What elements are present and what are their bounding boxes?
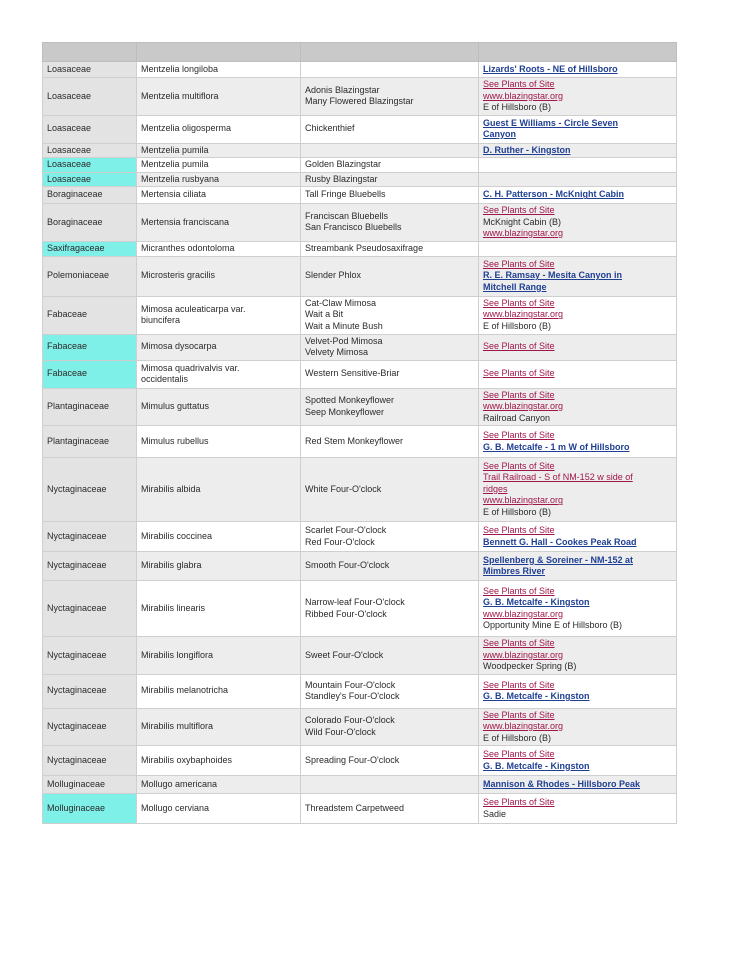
family-text: Nyctaginaceae <box>47 530 107 541</box>
scientific-name-cell <box>137 172 301 187</box>
scientific-name-line: Mirabilis multiflora <box>141 721 214 731</box>
reference-link[interactable]: Trail Railroad - S of NM-152 w side of <box>483 472 633 483</box>
reference-link[interactable]: See Plants of Site <box>483 460 555 471</box>
common-name-line: Velvet-Pod Mimosa <box>305 335 383 346</box>
reference-link[interactable]: www.blazingstar.org <box>483 649 564 660</box>
scientific-name-line: Micranthes odontoloma <box>141 242 235 253</box>
scientific-name-line: Mentzelia longiloba <box>141 63 219 74</box>
common-name-line: Spreading Four-O'clock <box>305 754 400 765</box>
reference-link[interactable]: G. B. Metcalfe - Kingston <box>483 597 590 607</box>
scientific-name-cell <box>137 581 301 637</box>
scientific-name-line: Mimosa dysocarpa <box>141 341 217 352</box>
family-cell <box>43 62 137 78</box>
family-cell <box>43 360 137 388</box>
reference-link[interactable]: See Plants of Site <box>483 430 555 440</box>
common-name-line: Red Stem Monkeyflower <box>305 435 404 446</box>
family-text: Molluginaceae <box>47 778 106 789</box>
table-row <box>43 581 677 637</box>
family-cell <box>43 776 137 794</box>
scientific-name-line: Mirabilis coccinea <box>141 530 213 541</box>
common-name-line: Narrow-leaf Four-O'clock <box>305 597 405 607</box>
common-name-line: Ribbed Four-O'clock <box>305 608 387 619</box>
plant-table <box>42 42 677 824</box>
reference-note: E of Hillsboro (B) <box>483 320 552 331</box>
common-name-cell <box>301 388 479 426</box>
reference-link[interactable]: See Plants of Site <box>483 638 555 648</box>
links-cell <box>479 674 677 708</box>
common-name-line: Standley's Four-O'clock <box>305 691 400 701</box>
reference-link[interactable]: See Plants of Site <box>483 585 555 596</box>
links-cell <box>479 360 677 388</box>
reference-link[interactable]: Spellenberg & Soreiner - NM-152 at <box>483 554 634 565</box>
family-cell <box>43 334 137 360</box>
reference-link[interactable]: See Plants of Site <box>483 679 555 690</box>
reference-link[interactable]: Mimbres River <box>483 566 546 576</box>
reference-note: McKnight Cabin (B) <box>483 216 562 227</box>
reference-link[interactable]: See Plants of Site <box>483 258 555 269</box>
links-cell <box>479 296 677 334</box>
header-scientific <box>137 43 301 62</box>
scientific-name-cell <box>137 204 301 242</box>
family-cell <box>43 522 137 552</box>
family-text: Nyctaginaceae <box>47 685 107 696</box>
table-row <box>43 62 677 78</box>
common-name-line: San Francisco Bluebells <box>305 222 402 233</box>
table-body <box>43 62 677 824</box>
links-cell <box>479 256 677 296</box>
scientific-name-line: Mentzelia rusbyana <box>141 173 220 184</box>
family-text: Nyctaginaceae <box>47 721 107 731</box>
common-name-cell <box>301 187 479 204</box>
reference-link[interactable]: See Plants of Site <box>483 79 555 89</box>
common-name-cell <box>301 241 479 256</box>
common-name-line: Cat-Claw Mimosa <box>305 297 377 308</box>
reference-link[interactable]: G. B. Metcalfe - Kingston <box>483 691 590 701</box>
scientific-name-line: occidentalis <box>141 374 189 384</box>
table-row <box>43 426 677 458</box>
common-name-cell <box>301 674 479 708</box>
common-name-cell <box>301 256 479 296</box>
plant-list-sheet <box>42 42 676 824</box>
family-cell <box>43 637 137 675</box>
scientific-name-cell <box>137 637 301 675</box>
common-name-line: Scarlet Four-O'clock <box>305 525 387 535</box>
table-header-row <box>43 43 677 62</box>
links-cell <box>479 708 677 746</box>
family-cell <box>43 674 137 708</box>
family-cell <box>43 426 137 458</box>
common-name-cell <box>301 637 479 675</box>
family-text: Nyctaginaceae <box>47 754 107 765</box>
common-name-cell <box>301 552 479 581</box>
scientific-name-cell <box>137 746 301 776</box>
common-name-line: Franciscan Bluebells <box>305 210 389 221</box>
family-cell <box>43 158 137 173</box>
scientific-name-cell <box>137 360 301 388</box>
family-text: Nyctaginaceae <box>47 602 107 613</box>
table-row <box>43 187 677 204</box>
reference-note: Woodpecker Spring (B) <box>483 661 577 671</box>
table-row <box>43 388 677 426</box>
common-name-line: Colorado Four-O'clock <box>305 715 395 726</box>
scientific-name-cell <box>137 708 301 746</box>
scientific-name-line: Mentzelia multiflora <box>141 90 219 101</box>
reference-note: E of Hillsboro (B) <box>483 506 552 517</box>
family-text: Loasaceae <box>47 144 92 155</box>
scientific-name-cell <box>137 187 301 204</box>
family-text: Loasaceae <box>47 159 92 169</box>
table-row <box>43 78 677 116</box>
common-name-cell <box>301 426 479 458</box>
scientific-name-cell <box>137 334 301 360</box>
common-name-line: Wait a Bit <box>305 309 344 320</box>
common-name-cell <box>301 158 479 173</box>
scientific-name-line: Mimulus rubellus <box>141 435 209 446</box>
links-cell <box>479 241 677 256</box>
reference-note: Sadie <box>483 808 507 819</box>
family-cell <box>43 794 137 824</box>
table-row <box>43 637 677 675</box>
common-name-cell <box>301 776 479 794</box>
common-name-cell <box>301 708 479 746</box>
reference-link[interactable]: www.blazingstar.org <box>483 401 564 411</box>
common-name-cell <box>301 522 479 552</box>
common-name-cell <box>301 204 479 242</box>
scientific-name-cell <box>137 426 301 458</box>
common-name-line: Western Sensitive-Briar <box>305 368 400 379</box>
family-text: Fabaceae <box>47 341 88 352</box>
common-name-line: White Four-O'clock <box>305 483 382 494</box>
table-row <box>43 158 677 173</box>
scientific-name-line: Mimosa aculeaticarpa var. <box>141 303 246 314</box>
reference-link[interactable]: www.blazingstar.org <box>483 228 564 238</box>
family-text: Plantaginaceae <box>47 435 110 446</box>
family-text: Nyctaginaceae <box>47 560 107 571</box>
links-cell <box>479 552 677 581</box>
reference-link[interactable]: www.blazingstar.org <box>483 309 564 320</box>
reference-link[interactable]: Mitchell Range <box>483 281 547 292</box>
common-name-line: Wait a Minute Bush <box>305 320 383 331</box>
family-text: Boraginaceae <box>47 216 103 227</box>
family-text: Loasaceae <box>47 63 92 74</box>
family-cell <box>43 187 137 204</box>
links-cell <box>479 158 677 173</box>
links-cell <box>479 458 677 522</box>
family-cell <box>43 256 137 296</box>
common-name-cell <box>301 458 479 522</box>
header-common <box>301 43 479 62</box>
family-text: Fabaceae <box>47 368 88 379</box>
table-row <box>43 708 677 746</box>
reference-link[interactable]: See Plants of Site <box>483 749 555 759</box>
family-cell <box>43 552 137 581</box>
scientific-name-line: Microsteris gracilis <box>141 270 216 281</box>
family-cell <box>43 204 137 242</box>
common-name-line: Velvety Mimosa <box>305 347 369 357</box>
common-name-cell <box>301 115 479 143</box>
reference-note: Railroad Canyon <box>483 412 551 423</box>
links-cell <box>479 776 677 794</box>
scientific-name-line: biuncifera <box>141 315 181 325</box>
common-name-cell <box>301 746 479 776</box>
family-cell <box>43 458 137 522</box>
scientific-name-cell <box>137 62 301 78</box>
scientific-name-cell <box>137 296 301 334</box>
reference-link[interactable]: See Plants of Site <box>483 297 555 308</box>
common-name-cell <box>301 296 479 334</box>
scientific-name-cell <box>137 776 301 794</box>
table-row <box>43 552 677 581</box>
reference-link[interactable]: Guest E Williams - Circle Seven <box>483 117 618 128</box>
reference-link[interactable]: Lizards' Roots - NE of Hillsboro <box>483 63 618 74</box>
table-row <box>43 256 677 296</box>
family-text: Loasaceae <box>47 173 92 184</box>
table-row <box>43 204 677 242</box>
reference-link[interactable]: See Plants of Site <box>483 389 555 400</box>
family-cell <box>43 581 137 637</box>
table-row <box>43 334 677 360</box>
scientific-name-line: Mollugo cerviana <box>141 802 210 813</box>
family-text: Plantaginaceae <box>47 401 110 411</box>
common-name-line: Streambank Pseudosaxifrage <box>305 242 424 253</box>
scientific-name-line: Mirabilis albida <box>141 483 201 494</box>
family-cell <box>43 115 137 143</box>
reference-link[interactable]: G. B. Metcalfe - Kingston <box>483 760 590 771</box>
scientific-name-line: Mirabilis linearis <box>141 602 206 613</box>
reference-link[interactable]: Bennett G. Hall - Cookes Peak Road <box>483 536 637 547</box>
common-name-line: Many Flowered Blazingstar <box>305 96 414 107</box>
scientific-name-cell <box>137 241 301 256</box>
family-cell <box>43 241 137 256</box>
scientific-name-line: Mentzelia oligosperma <box>141 123 232 134</box>
scientific-name-cell <box>137 115 301 143</box>
reference-note: E of Hillsboro (B) <box>483 732 552 743</box>
links-cell <box>479 115 677 143</box>
table-row <box>43 115 677 143</box>
common-name-line: Golden Blazingstar <box>305 159 382 169</box>
reference-link[interactable]: D. Ruther - Kingston <box>483 144 571 155</box>
table-row <box>43 296 677 334</box>
common-name-line: Sweet Four-O'clock <box>305 649 384 660</box>
table-row <box>43 674 677 708</box>
scientific-name-line: Mimosa quadrivalvis var. <box>141 362 240 373</box>
header-family <box>43 43 137 62</box>
common-name-line: Spotted Monkeyflower <box>305 395 395 406</box>
family-text: Polemoniaceae <box>47 270 110 281</box>
reference-link[interactable]: See Plants of Site <box>483 205 555 215</box>
scientific-name-line: Mentzelia pumila <box>141 159 209 169</box>
reference-note: E of Hillsboro (B) <box>483 102 552 112</box>
table-row <box>43 143 677 158</box>
reference-link[interactable]: See Plants of Site <box>483 797 555 807</box>
family-text: Boraginaceae <box>47 189 103 200</box>
common-name-line: Adonis Blazingstar <box>305 84 380 95</box>
scientific-name-cell <box>137 78 301 116</box>
family-text: Fabaceae <box>47 309 88 320</box>
scientific-name-cell <box>137 794 301 824</box>
links-cell <box>479 334 677 360</box>
family-text: Loasaceae <box>47 123 92 134</box>
table-row <box>43 794 677 824</box>
links-cell <box>479 581 677 637</box>
reference-link[interactable]: See Plants of Site <box>483 525 555 535</box>
reference-link[interactable]: www.blazingstar.org <box>483 721 564 731</box>
reference-link[interactable]: R. E. Ramsay - Mesita Canyon in <box>483 270 623 281</box>
common-name-line: Red Four-O'clock <box>305 536 375 547</box>
family-cell <box>43 172 137 187</box>
header-links <box>479 43 677 62</box>
scientific-name-line: Mirabilis oxybaphoides <box>141 754 233 765</box>
scientific-name-cell <box>137 674 301 708</box>
table-row <box>43 776 677 794</box>
scientific-name-line: Mertensia ciliata <box>141 189 207 200</box>
reference-link[interactable]: www.blazingstar.org <box>483 90 564 101</box>
family-cell <box>43 746 137 776</box>
scientific-name-cell <box>137 552 301 581</box>
family-text: Nyctaginaceae <box>47 649 107 660</box>
scientific-name-line: Mimulus guttatus <box>141 401 210 411</box>
links-cell <box>479 187 677 204</box>
reference-link[interactable]: G. B. Metcalfe - 1 m W of Hillsboro <box>483 441 630 452</box>
common-name-cell <box>301 78 479 116</box>
links-cell <box>479 794 677 824</box>
links-cell <box>479 78 677 116</box>
reference-link[interactable]: www.blazingstar.org <box>483 608 564 619</box>
table-row <box>43 458 677 522</box>
links-cell <box>479 172 677 187</box>
common-name-line: Chickenthief <box>305 123 355 134</box>
scientific-name-line: Mertensia franciscana <box>141 216 230 227</box>
scientific-name-cell <box>137 143 301 158</box>
reference-link[interactable]: Mannison & Rhodes - Hillsboro Peak <box>483 778 641 789</box>
scientific-name-line: Mirabilis longiflora <box>141 649 214 660</box>
family-text: Molluginaceae <box>47 802 106 813</box>
links-cell <box>479 62 677 78</box>
common-name-cell <box>301 172 479 187</box>
scientific-name-line: Mirabilis melanotricha <box>141 685 229 696</box>
reference-link[interactable]: Canyon <box>483 129 517 139</box>
reference-link[interactable]: ridges <box>483 483 508 494</box>
scientific-name-line: Mollugo americana <box>141 778 218 789</box>
family-cell <box>43 296 137 334</box>
table-row <box>43 522 677 552</box>
scientific-name-cell <box>137 458 301 522</box>
links-cell <box>479 143 677 158</box>
common-name-line: Threadstem Carpetweed <box>305 802 405 813</box>
links-cell <box>479 204 677 242</box>
links-cell <box>479 637 677 675</box>
reference-link[interactable]: See Plants of Site <box>483 341 555 352</box>
family-text: Nyctaginaceae <box>47 483 107 494</box>
reference-link[interactable]: C. H. Patterson - McKnight Cabin <box>483 189 625 200</box>
links-cell <box>479 522 677 552</box>
reference-note: Opportunity Mine E of Hillsboro (B) <box>483 620 623 630</box>
common-name-cell <box>301 334 479 360</box>
links-cell <box>479 388 677 426</box>
family-text: Loasaceae <box>47 90 92 101</box>
family-text: Saxifragaceae <box>47 242 105 253</box>
common-name-line: Smooth Four-O'clock <box>305 560 390 571</box>
common-name-line: Rusby Blazingstar <box>305 173 378 184</box>
scientific-name-line: Mentzelia pumila <box>141 144 209 155</box>
reference-link[interactable]: www.blazingstar.org <box>483 495 564 506</box>
table-row <box>43 746 677 776</box>
links-cell <box>479 426 677 458</box>
links-cell <box>479 746 677 776</box>
family-cell <box>43 143 137 158</box>
reference-link[interactable]: See Plants of Site <box>483 368 555 379</box>
common-name-line: Wild Four-O'clock <box>305 726 376 737</box>
common-name-line: Tall Fringe Bluebells <box>305 189 386 200</box>
common-name-line: Seep Monkeyflower <box>305 406 385 417</box>
common-name-cell <box>301 360 479 388</box>
family-cell <box>43 78 137 116</box>
common-name-cell <box>301 62 479 78</box>
common-name-line: Mountain Four-O'clock <box>305 679 396 690</box>
scientific-name-cell <box>137 388 301 426</box>
family-cell <box>43 388 137 426</box>
table-row <box>43 360 677 388</box>
common-name-cell <box>301 794 479 824</box>
scientific-name-cell <box>137 522 301 552</box>
common-name-cell <box>301 143 479 158</box>
reference-link[interactable]: See Plants of Site <box>483 709 555 720</box>
scientific-name-cell <box>137 256 301 296</box>
scientific-name-line: Mirabilis glabra <box>141 560 202 571</box>
table-row <box>43 241 677 256</box>
scientific-name-cell <box>137 158 301 173</box>
common-name-cell <box>301 581 479 637</box>
common-name-line: Slender Phlox <box>305 270 362 281</box>
table-row <box>43 172 677 187</box>
family-cell <box>43 708 137 746</box>
